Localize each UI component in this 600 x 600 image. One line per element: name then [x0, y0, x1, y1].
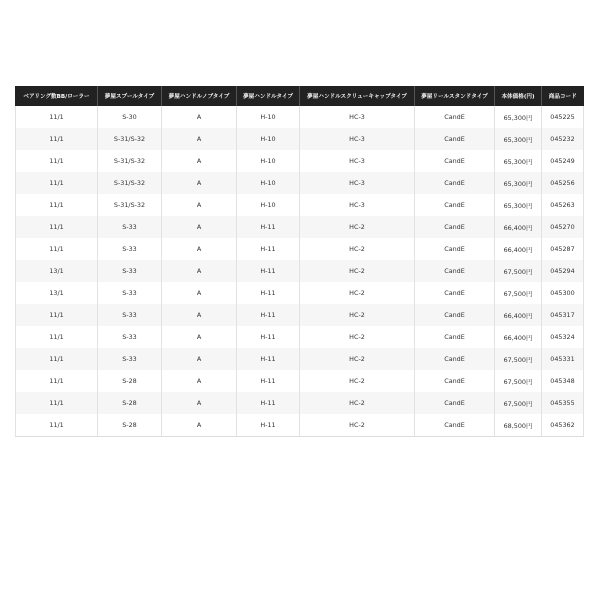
cell-bearings: 13/1 — [16, 260, 98, 282]
cell-knob-type: A — [162, 370, 237, 392]
table-header — [16, 86, 584, 106]
table-row — [16, 260, 584, 282]
header-row — [16, 86, 584, 106]
cell-stand-type: CandE — [415, 282, 495, 304]
cell-handle-type: H-11 — [237, 260, 300, 282]
cell-knob-type: A — [162, 326, 237, 348]
cell-handle-type: H-10 — [237, 128, 300, 150]
cell-spool-type: S-28 — [98, 370, 162, 392]
cell-price: 65,300円 — [495, 106, 542, 128]
cell-price: 67,500円 — [495, 392, 542, 414]
cell-product-code: 045294 — [542, 260, 584, 282]
cell-product-code: 045362 — [542, 414, 584, 437]
table-row — [16, 392, 584, 414]
cell-spool-type: S-33 — [98, 216, 162, 238]
cell-screw-cap-type: HC-2 — [300, 282, 415, 304]
cell-product-code: 045287 — [542, 238, 584, 260]
cell-bearings: 11/1 — [16, 326, 98, 348]
cell-bearings: 11/1 — [16, 194, 98, 216]
cell-handle-type: H-10 — [237, 106, 300, 128]
cell-stand-type: CandE — [415, 106, 495, 128]
cell-knob-type: A — [162, 282, 237, 304]
cell-product-code: 045263 — [542, 194, 584, 216]
cell-stand-type: CandE — [415, 370, 495, 392]
table-row — [16, 194, 584, 216]
cell-knob-type: A — [162, 304, 237, 326]
cell-screw-cap-type: HC-3 — [300, 150, 415, 172]
cell-screw-cap-type: HC-2 — [300, 414, 415, 437]
cell-bearings: 11/1 — [16, 106, 98, 128]
cell-spool-type: S-31/S-32 — [98, 194, 162, 216]
cell-stand-type: CandE — [415, 348, 495, 370]
cell-spool-type: S-28 — [98, 414, 162, 437]
cell-price: 67,500円 — [495, 370, 542, 392]
cell-bearings: 11/1 — [16, 216, 98, 238]
cell-knob-type: A — [162, 150, 237, 172]
cell-screw-cap-type: HC-2 — [300, 326, 415, 348]
cell-product-code: 045270 — [542, 216, 584, 238]
cell-bearings: 11/1 — [16, 304, 98, 326]
cell-price: 67,500円 — [495, 282, 542, 304]
cell-handle-type: H-11 — [237, 392, 300, 414]
cell-price: 65,300円 — [495, 172, 542, 194]
cell-knob-type: A — [162, 172, 237, 194]
cell-product-code: 045225 — [542, 106, 584, 128]
cell-handle-type: H-11 — [237, 414, 300, 437]
table-row — [16, 150, 584, 172]
cell-bearings: 11/1 — [16, 128, 98, 150]
cell-stand-type: CandE — [415, 238, 495, 260]
cell-price: 65,300円 — [495, 150, 542, 172]
spec-table — [15, 86, 584, 437]
cell-handle-type: H-11 — [237, 326, 300, 348]
cell-spool-type: S-33 — [98, 282, 162, 304]
table-row — [16, 106, 584, 128]
cell-stand-type: CandE — [415, 304, 495, 326]
cell-bearings: 11/1 — [16, 238, 98, 260]
cell-knob-type: A — [162, 414, 237, 437]
cell-knob-type: A — [162, 106, 237, 128]
cell-product-code: 045256 — [542, 172, 584, 194]
cell-knob-type: A — [162, 128, 237, 150]
header-stand-type: 夢屋リールスタンドタイプ — [415, 86, 495, 106]
cell-product-code: 045300 — [542, 282, 584, 304]
cell-spool-type: S-33 — [98, 348, 162, 370]
cell-stand-type: CandE — [415, 150, 495, 172]
cell-bearings: 11/1 — [16, 150, 98, 172]
cell-price: 66,400円 — [495, 326, 542, 348]
cell-product-code: 045232 — [542, 128, 584, 150]
cell-screw-cap-type: HC-3 — [300, 172, 415, 194]
cell-spool-type: S-31/S-32 — [98, 172, 162, 194]
cell-price: 67,500円 — [495, 260, 542, 282]
table-row — [16, 348, 584, 370]
cell-knob-type: A — [162, 238, 237, 260]
cell-handle-type: H-11 — [237, 370, 300, 392]
cell-stand-type: CandE — [415, 172, 495, 194]
cell-screw-cap-type: HC-2 — [300, 216, 415, 238]
cell-spool-type: S-30 — [98, 106, 162, 128]
header-screw-cap-type: 夢屋ハンドルスクリューキャップタイプ — [300, 86, 415, 106]
cell-knob-type: A — [162, 194, 237, 216]
cell-screw-cap-type: HC-2 — [300, 304, 415, 326]
cell-handle-type: H-11 — [237, 238, 300, 260]
table-row — [16, 414, 584, 437]
cell-knob-type: A — [162, 392, 237, 414]
table-row — [16, 216, 584, 238]
cell-price: 68,500円 — [495, 414, 542, 437]
header-product-code: 商品コード — [542, 86, 584, 106]
cell-screw-cap-type: HC-2 — [300, 348, 415, 370]
table-row — [16, 304, 584, 326]
cell-handle-type: H-10 — [237, 150, 300, 172]
header-spool-type: 夢屋スプールタイプ — [98, 86, 162, 106]
cell-knob-type: A — [162, 216, 237, 238]
cell-product-code: 045355 — [542, 392, 584, 414]
cell-bearings: 11/1 — [16, 348, 98, 370]
cell-screw-cap-type: HC-3 — [300, 128, 415, 150]
cell-product-code: 045348 — [542, 370, 584, 392]
cell-price: 65,300円 — [495, 194, 542, 216]
cell-price: 66,400円 — [495, 238, 542, 260]
table-row — [16, 238, 584, 260]
cell-handle-type: H-10 — [237, 194, 300, 216]
cell-knob-type: A — [162, 348, 237, 370]
cell-handle-type: H-11 — [237, 304, 300, 326]
cell-spool-type: S-28 — [98, 392, 162, 414]
cell-spool-type: S-33 — [98, 326, 162, 348]
cell-screw-cap-type: HC-2 — [300, 392, 415, 414]
table-row — [16, 370, 584, 392]
cell-bearings: 11/1 — [16, 370, 98, 392]
cell-spool-type: S-33 — [98, 238, 162, 260]
cell-handle-type: H-10 — [237, 172, 300, 194]
cell-stand-type: CandE — [415, 260, 495, 282]
table-row — [16, 128, 584, 150]
header-handle-type: 夢屋ハンドルタイプ — [237, 86, 300, 106]
cell-bearings: 11/1 — [16, 414, 98, 437]
table-body — [16, 106, 584, 437]
cell-stand-type: CandE — [415, 216, 495, 238]
cell-screw-cap-type: HC-3 — [300, 194, 415, 216]
cell-stand-type: CandE — [415, 392, 495, 414]
cell-stand-type: CandE — [415, 194, 495, 216]
cell-screw-cap-type: HC-3 — [300, 106, 415, 128]
cell-bearings: 13/1 — [16, 282, 98, 304]
cell-product-code: 045317 — [542, 304, 584, 326]
table-row — [16, 326, 584, 348]
cell-spool-type: S-33 — [98, 260, 162, 282]
header-bearings: ベアリング数BB/ローラー — [16, 86, 98, 106]
cell-handle-type: H-11 — [237, 216, 300, 238]
cell-product-code: 045324 — [542, 326, 584, 348]
cell-handle-type: H-11 — [237, 282, 300, 304]
cell-spool-type: S-31/S-32 — [98, 150, 162, 172]
cell-bearings: 11/1 — [16, 392, 98, 414]
cell-screw-cap-type: HC-2 — [300, 238, 415, 260]
cell-price: 67,500円 — [495, 348, 542, 370]
header-price: 本体価格(円) — [495, 86, 542, 106]
header-knob-type: 夢屋ハンドルノブタイプ — [162, 86, 237, 106]
cell-price: 65,300円 — [495, 128, 542, 150]
cell-price: 66,400円 — [495, 216, 542, 238]
cell-stand-type: CandE — [415, 326, 495, 348]
cell-spool-type: S-33 — [98, 304, 162, 326]
cell-price: 66,400円 — [495, 304, 542, 326]
cell-stand-type: CandE — [415, 128, 495, 150]
cell-stand-type: CandE — [415, 414, 495, 437]
cell-product-code: 045331 — [542, 348, 584, 370]
cell-knob-type: A — [162, 260, 237, 282]
cell-product-code: 045249 — [542, 150, 584, 172]
cell-screw-cap-type: HC-2 — [300, 370, 415, 392]
cell-handle-type: H-11 — [237, 348, 300, 370]
cell-spool-type: S-31/S-32 — [98, 128, 162, 150]
cell-screw-cap-type: HC-2 — [300, 260, 415, 282]
cell-bearings: 11/1 — [16, 172, 98, 194]
table-row — [16, 282, 584, 304]
table-row — [16, 172, 584, 194]
